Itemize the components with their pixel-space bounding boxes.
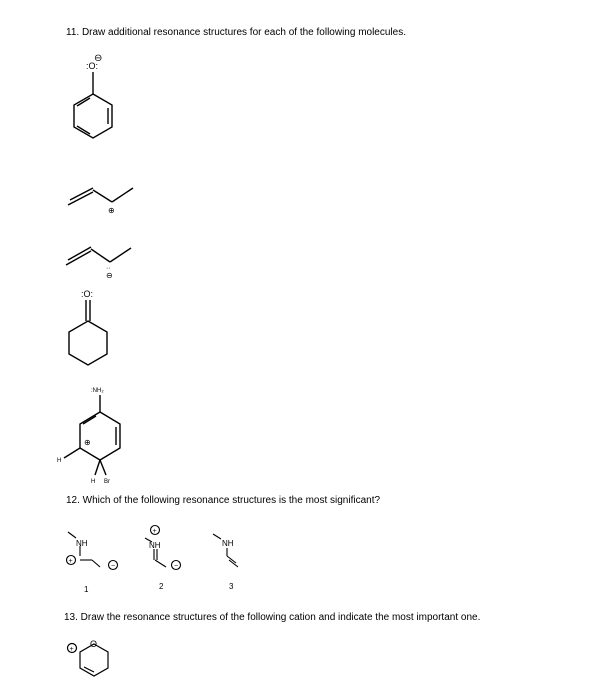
nh-label: NH (222, 539, 234, 548)
option-3-number: 3 (229, 582, 234, 591)
oxygen-label: O (90, 639, 98, 649)
amino-label: :NH₂ (91, 388, 104, 394)
oxygen-label: :O: (81, 289, 94, 299)
nh-label: NH (149, 541, 161, 550)
oxygen-label: :O: (86, 61, 99, 71)
negative-charge-icon: ⊖ (94, 53, 103, 64)
positive-charge-icon: ⊕ (84, 438, 91, 447)
svg-text:−: − (174, 562, 179, 570)
svg-text:−: − (111, 562, 116, 570)
positive-charge-icon: ⊕ (108, 206, 115, 215)
lone-pair: ·· (106, 265, 111, 272)
svg-text:+: + (69, 646, 74, 653)
bromine-label: Br (104, 479, 110, 485)
hydrogen-label: H (91, 479, 96, 485)
option-2-number: 2 (159, 582, 164, 591)
svg-text:+: + (68, 558, 73, 565)
question-13-text: 13. Draw the resonance structures of the following cation and indicate the most important one. (64, 612, 481, 623)
option-1-number: 1 (84, 585, 89, 594)
question-12-text: 12. Which of the following resonance structures is the most significant? (66, 495, 381, 506)
hydrogen-label: H (57, 458, 62, 464)
svg-text:+: + (152, 528, 157, 535)
nh-label: NH (76, 539, 88, 548)
negative-charge-icon: ⊖ (106, 271, 113, 280)
question-11-text: 11. Draw additional resonance structures for each of the following molecules. (66, 27, 406, 38)
